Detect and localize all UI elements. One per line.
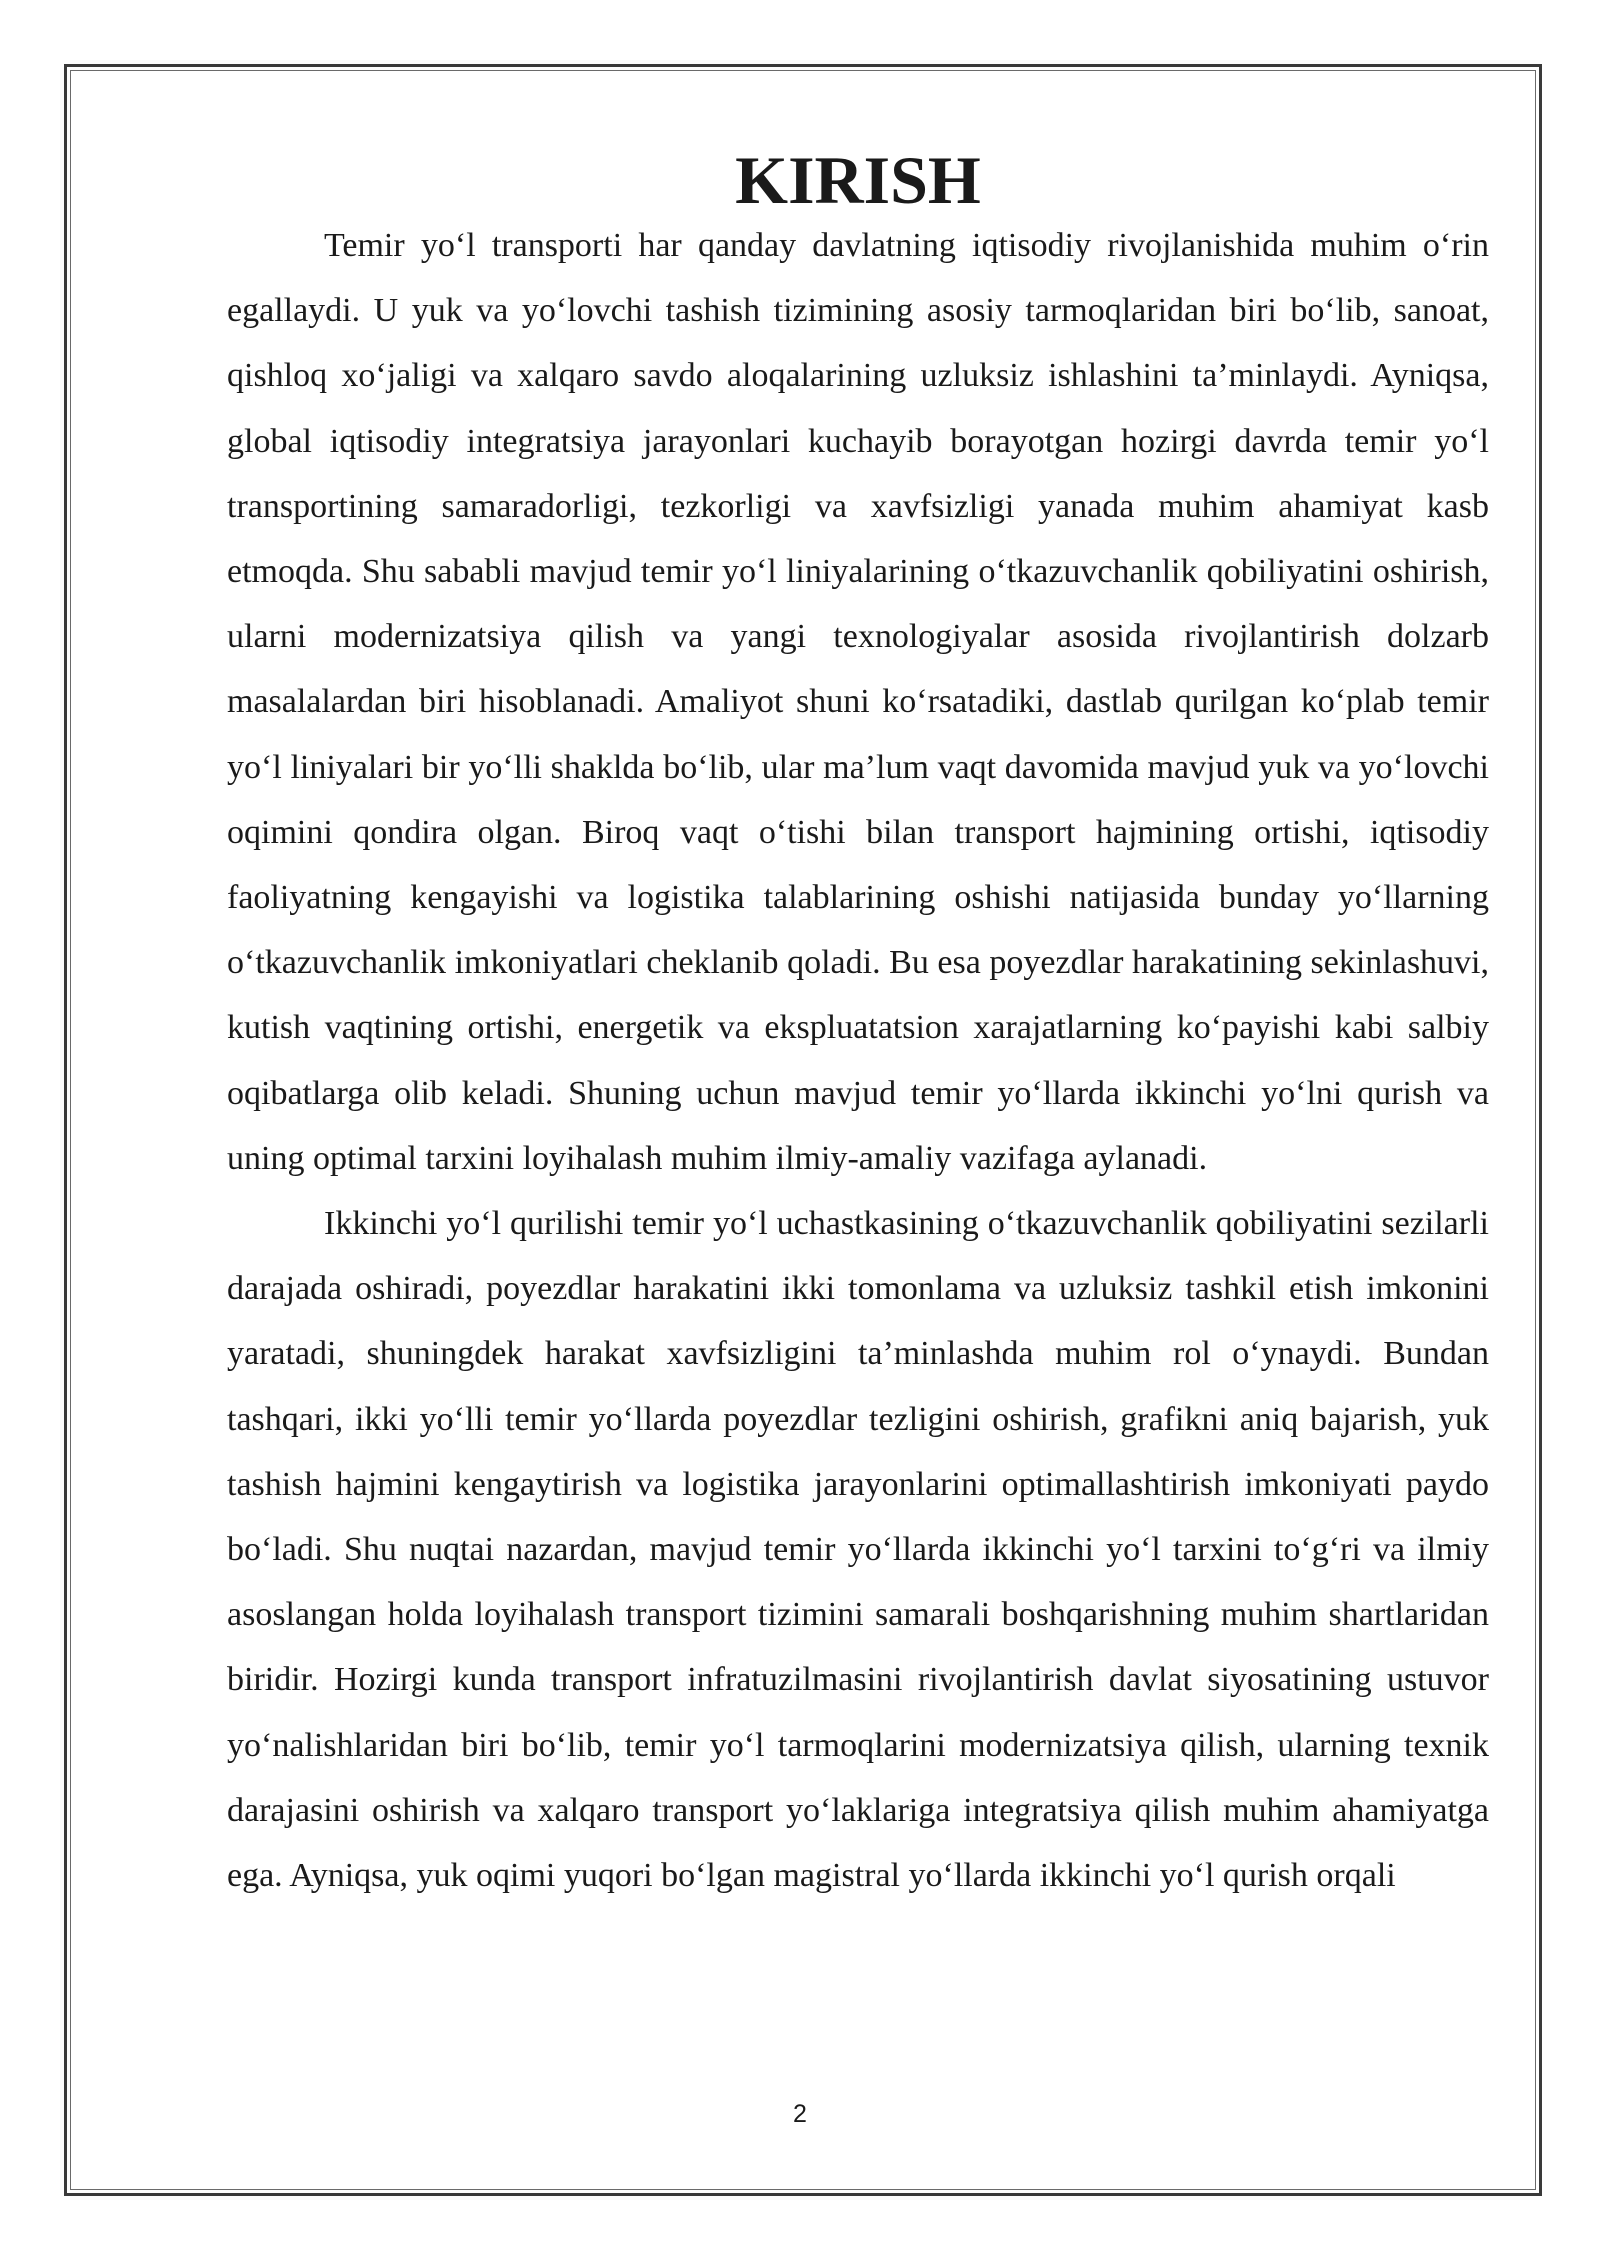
paragraph-2: Ikkinchi yo‘l qurilishi temir yo‘l uchastkasining o‘tkazuvchanlik qobiliyatini sezilarli darajada oshiradi, poyezdlar harakatini ikki tomonlama va uzluksiz tashkil etish imkonini yaratadi, shuningdek harakat xavfsizligini ta’minlashda muhim rol o‘ynaydi. Bundan tashqari, ikki yo‘lli temir yo‘llarda poyezdlar tezligini oshirish, grafikni aniq bajarish, yuk tashish hajmini kengaytirish va logistika jarayonlarini optimallashtirish imkoniyati paydo bo‘ladi. Shu nuqtai nazardan, mavjud temir yo‘llarda ikkinchi yo‘l tarxini to‘g‘ri va ilmiy asoslangan holda loyihalash transport tizimini samarali boshqarishning muhim shartlaridan biridir. Hozirgi kunda transport infratuzilmasini rivojlantirish davlat siyosatining ustuvor yo‘nalishlaridan biri bo‘lib, temir yo‘l tarmoqlarini modernizatsiya qilish, ularning texnik darajasini oshirish va xalqaro transport yo‘laklariga integratsiya qilish muhim ahamiyatga ega. Ayniqsa, yuk oqimi yuqori bo‘lgan magistral yo‘llarda ikkinchi yo‘l qurish orqali xyxy=(227,1205,1489,1895)
section-heading: KIRISH xyxy=(735,142,981,218)
page-body xyxy=(227,142,1489,1908)
page-number: 2 xyxy=(793,2100,807,2128)
paragraph-1: Temir yo‘l transporti har qanday davlatning iqtisodiy rivojlanishida muhim o‘rin egallaydi. U yuk va yo‘lovchi tashish tizimining asosiy tarmoqlaridan biri bo‘lib, sanoat, qishloq xo‘jaligi va xalqaro savdo aloqalarining uzluksiz ishlashini ta’minlaydi. Ayniqsa, global iqtisodiy integratsiya jarayonlari kuchayib borayotgan hozirgi davrda temir yo‘l transportining samaradorligi, tezkorligi va xavfsizligi yanada muhim ahamiyat kasb etmoqda. Shu sababli mavjud temir yo‘l liniyalarining o‘tkazuvchanlik qobiliyatini oshirish, ularni modernizatsiya qilish va yangi texnologiyalar asosida rivojlantirish dolzarb masalalardan biri hisoblanadi. Amaliyot shuni ko‘rsatadiki, dastlab qurilgan ko‘plab temir yo‘l liniyalari bir yo‘lli shaklda bo‘lib, ular ma’lum vaqt davomida mavjud yuk va yo‘lovchi oqimini qondira olgan. Biroq vaqt o‘tishi bilan transport hajmining ortishi, iqtisodiy faoliyatning kengayishi va logistika talablarining oshishi natijasida bunday yo‘llarning o‘tkazuvchanlik imkoniyatlari cheklanib qoladi. Bu esa poyezdlar harakatining sekinlashuvi, kutish vaqtining ortishi, energetik va ekspluatatsion xarajatlarning ko‘payishi kabi salbiy oqibatlarga olib keladi. Shuning uchun mavjud temir yo‘llarda ikkinchi yo‘lni qurish va uning optimal tarxini loyihalash muhim ilmiy-amaliy vazifaga aylanadi. xyxy=(227,227,1489,1177)
